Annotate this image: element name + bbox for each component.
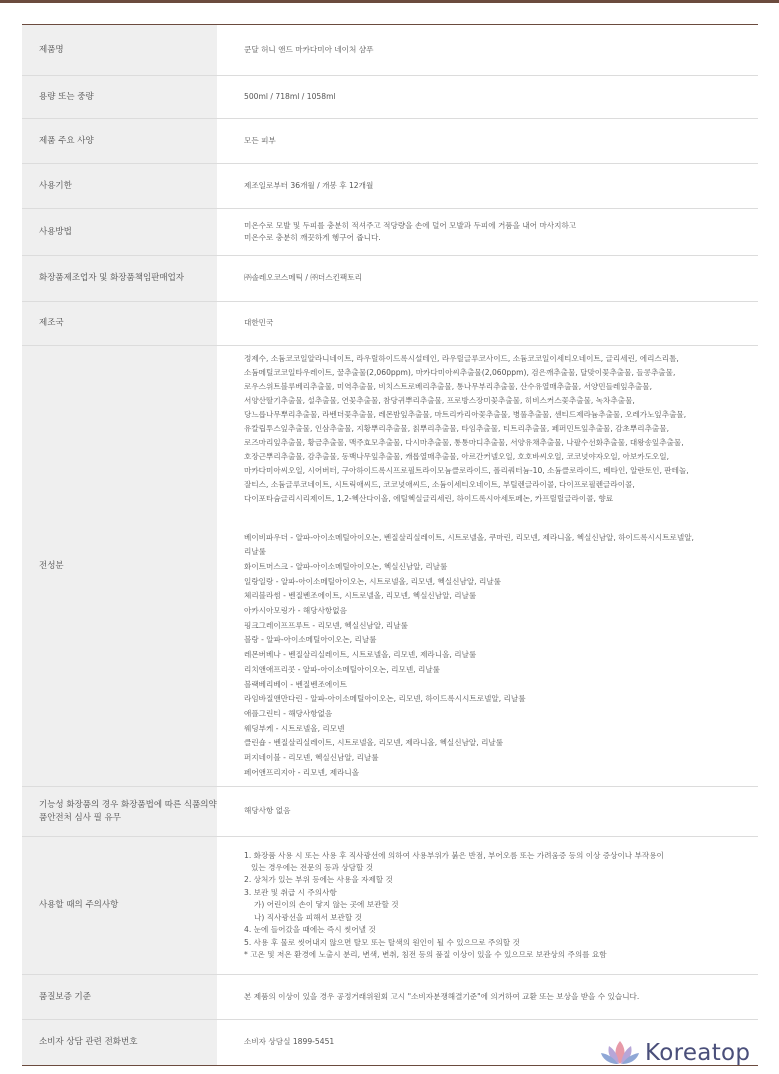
row-manufacturer: [22, 256, 758, 302]
label-functional-review: 기능성 화장품의 경우 화장품법에 따른 식품의약품안전처 심사 필 유무: [22, 787, 217, 837]
fragrance-blend-list: [244, 531, 744, 781]
value-country: 대한민국: [217, 302, 758, 346]
row-spec: [22, 119, 758, 164]
fragrance-line: 리날룰: [244, 547, 267, 557]
fragrance-line: 클린숍 - 벤질살리실레이트, 시트로넬올, 리모넨, 제라니올, 헥실신남알, 리날룰: [244, 738, 504, 748]
label-expiry: 사용기한: [22, 164, 217, 209]
fragrance-line: 라임바질앤만다린 - 알파-아이소메틸아이오논, 리모넨, 하이드록시시트로넬알, 리날룰: [244, 694, 526, 704]
value-product-name: 쿤달 허니 앤드 마카다미아 네이처 샴푸: [217, 25, 758, 76]
row-usage: [22, 209, 758, 256]
label-ingredients: 전성분: [22, 346, 217, 787]
row-product-name: [22, 25, 758, 76]
fragrance-line: 핑크그레이프프루트 - 리모넨, 헥실신남알, 리날룰: [244, 620, 408, 630]
fragrance-line: 체리블라썸 - 벤질벤조에이트, 시트로넬올, 리모넨, 헥실신남알, 리날룰: [244, 591, 477, 601]
ingredient-line: 유칼립투스잎추출물, 인삼추출물, 지황뿌리추출물, 칡뿌리추출물, 타임추출물, 티트리추출물, 페퍼민트잎추출물, 감초뿌리추출물,: [244, 423, 669, 433]
ingredient-line: 다이포타슘글리시리제이트, 1,2-헥산다이올, 에틸헥실글리세린, 하이드록시아세토페논, 카프릴릴글라이콜, 향료: [244, 494, 614, 504]
ingredient-line: 마카다미아씨오일, 시어버터, 구아하이드록시프로필트라이모늄클로라이드, 폴리쿼터늄-10, 소듐클로라이드, 베타인, 알란토인, 판테놀,: [244, 466, 689, 476]
value-precautions: [217, 837, 758, 975]
fragrance-line: 베이비파우더 - 알파-아이소메틸아이오논, 벤질살리실레이트, 시트로넬올, 쿠마린, 리모넨, 제라니올, 헥실신남알, 하이드록시시트로넬알,: [244, 532, 694, 542]
precaution-line: 5. 사용 후 물로 씻어내지 않으면 탈모 또는 탈색의 원인이 될 수 있으므로 주의할 것: [244, 937, 520, 947]
label-manufacturer: 화장품제조업자 및 화장품책임판매업자: [22, 256, 217, 302]
precaution-line: 4. 눈에 들어갔을 때에는 즉시 씻어낼 것: [244, 925, 376, 935]
precaution-line: 있는 경우에는 전문의 등과 상담할 것: [251, 863, 374, 873]
row-expiry: [22, 164, 758, 209]
top-accent-line: [0, 0, 779, 3]
row-ingredients: [22, 346, 758, 787]
ingredient-line: 소듐메틸코코일타우레이트, 꿀추출물(2,060ppm), 마카다미아씨추출물(2,060ppm), 검은깨추출물, 달맞이꽃추출물, 들콩추출물,: [244, 367, 676, 377]
ingredient-line: 정제수, 소듐코코일알라니네이트, 라우릴하이드록시설테인, 라우릴글루코사이드, 소듐코코일이세티오네이트, 글리세린, 에리스리톨,: [244, 353, 679, 363]
fragrance-line: 퍼지네이블 - 리모넨, 헥실신남알, 리날룰: [244, 753, 379, 763]
label-precautions: 사용할 때의 주의사항: [22, 837, 217, 975]
label-customer-service: 소비자 상담 관련 전화번호: [22, 1020, 217, 1066]
precaution-line: * 고온 및 저온 환경에 노출시 분리, 변색, 변취, 침전 등의 품질 이상이 있을 수 있으므로 보관상의 주의를 요함: [244, 949, 607, 959]
fragrance-line: 레몬버베나 - 벤질살리실레이트, 시트로넬올, 리모넨, 제라니올, 리날룰: [244, 650, 477, 660]
fragrance-line: 블랑 - 알파-아이소메틸아이오논, 리날룰: [244, 635, 377, 645]
fragrance-line: 화이트머스크 - 알파-아이소메틸아이오논, 헥실신남알, 리날룰: [244, 561, 448, 571]
row-functional-review: [22, 787, 758, 837]
value-quality-guarantee: 본 제품의 이상이 있을 경우 공정거래위원회 고시 "소비자분쟁해결기준"에 의거하여 교환 또는 보상을 받을 수 있습니다.: [217, 975, 758, 1020]
fragrance-line: 일랑일랑 - 알파-아이소메틸아이오논, 시트로넬올, 리모넨, 헥실신남알, 리날룰: [244, 576, 502, 586]
row-precautions: [22, 837, 758, 975]
value-volume: 500ml / 718ml / 1058ml: [217, 76, 758, 119]
label-product-name: 제품명: [22, 25, 217, 76]
value-functional-review: 해당사항 없음: [217, 787, 758, 837]
ingredient-line: 잘티스, 소듐글루코네이트, 시트릭애씨드, 코코넛애씨드, 소듐이세티오네이트, 부틸렌글라이콜, 다이프로필렌글라이콜,: [244, 480, 635, 490]
label-country: 제조국: [22, 302, 217, 346]
label-quality-guarantee: 품질보증 기준: [22, 975, 217, 1020]
ingredient-line: 당느릅나무뿌리추출물, 라벤더꽃추출물, 레몬밤잎추출물, 마트리카리아꽃추출물, 병풀추출물, 센티드제라늄추출물, 오레가노잎추출물,: [244, 409, 687, 419]
precaution-line: 2. 상처가 있는 부위 등에는 사용을 자제할 것: [244, 875, 393, 885]
fragrance-line: 웨딩부케 - 시트로넬올, 리모넨: [244, 723, 345, 733]
ingredients-main-list: [244, 352, 744, 507]
value-spec: 모든 피부: [217, 119, 758, 164]
ingredient-line: 로즈마리잎추출물, 황금추출물, 맥주효모추출물, 다시마추출물, 통통마디추출물, 서양유채추출물, 나팔수선화추출물, 대왕송잎추출물,: [244, 438, 684, 448]
value-expiry: 제조일로부터 36개월 / 개봉 후 12개월: [217, 164, 758, 209]
precaution-line: 나) 직사광선을 피해서 보관할 것: [254, 912, 362, 922]
row-country: [22, 302, 758, 346]
value-usage: 미온수로 모발 및 두피를 충분히 적셔주고 적당량을 손에 덜어 모발과 두피에 거품을 내어 마사지하고 미온수로 충분히 깨끗하게 헹구어 줍니다.: [217, 209, 758, 256]
precaution-line: 3. 보관 및 취급 시 주의사항: [244, 887, 337, 897]
fragrance-line: 아카시아모링가 - 해당사항없음: [244, 606, 347, 616]
fragrance-line: 블랙베리베이 - 벤질벤조에이트: [244, 679, 347, 689]
ingredient-line: 로우스위트블루베리추출물, 미역추출물, 비치스트로베리추출물, 통나무부리추출물, 산수유열매추출물, 서양민들레잎추출물,: [244, 381, 652, 391]
lotus-icon: [599, 1039, 641, 1067]
label-usage: 사용방법: [22, 209, 217, 256]
row-quality-guarantee: [22, 975, 758, 1020]
value-manufacturer: ㈜솔레오코스메틱 / ㈜더스킨팩토리: [217, 256, 758, 302]
ingredient-line: 호장근뿌리추출물, 감추출물, 동백나무잎추출물, 캐롭열매추출물, 아르간커넬오일, 호호바씨오일, 코코넛야자오일, 아보카도오일,: [244, 452, 669, 462]
value-customer-service: 소비자 상담실 1899-5451: [244, 1037, 335, 1047]
koreatop-logo: [599, 1036, 767, 1070]
ingredient-line: 서양산딸기추출물, 설추출물, 연꽃추출물, 참당귀뿌리추출물, 프로방스장미꽃추출물, 히비스커스꽃추출물, 녹차추출물,: [244, 395, 635, 405]
precaution-line: 가) 어린이의 손이 닿지 않는 곳에 보관할 것: [254, 900, 399, 910]
product-info-table: [22, 24, 758, 1066]
label-volume: 용량 또는 중량: [22, 76, 217, 119]
fragrance-line: 애플그린티 - 해당사항없음: [244, 708, 333, 718]
row-volume: [22, 76, 758, 119]
fragrance-line: 리치앤애프리콧 - 알파-아이소메틸아이오논, 리모넨, 리날룰: [244, 664, 441, 674]
logo-wordmark: Koreatop: [645, 1040, 751, 1066]
precaution-line: 1. 화장품 사용 시 또는 사용 후 직사광선에 의하여 사용부위가 붉은 반점, 부어오름 또는 가려움증 등의 이상 증상이나 부작용이: [244, 850, 664, 860]
value-ingredients: [217, 346, 758, 787]
fragrance-line: 페어앤프리지아 - 리모넨, 제라니올: [244, 767, 360, 777]
label-spec: 제품 주요 사양: [22, 119, 217, 164]
